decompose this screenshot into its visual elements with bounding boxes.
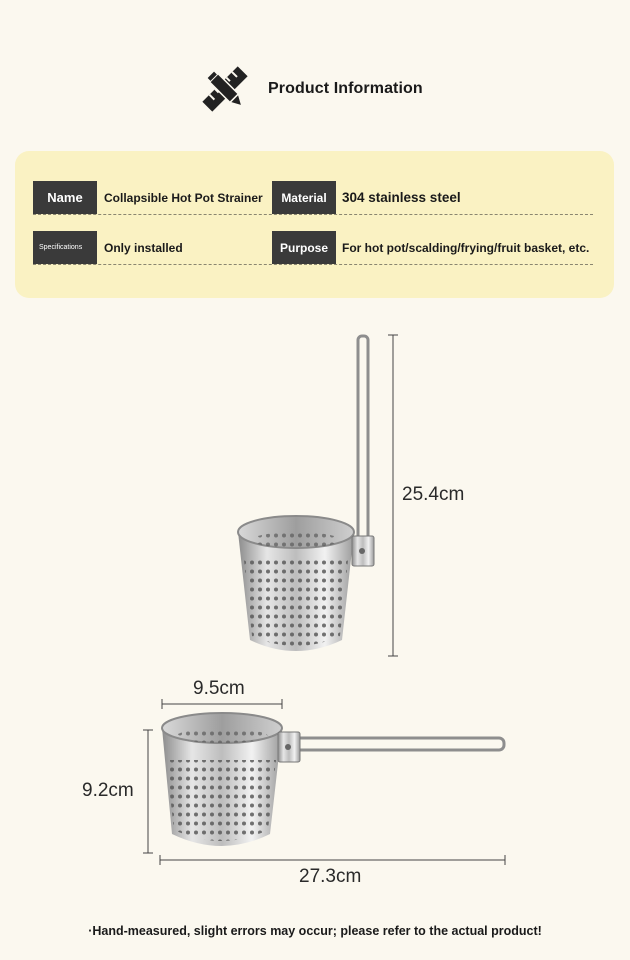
strainer-horizontal-image bbox=[162, 713, 504, 846]
diameter-label: 9.5cm bbox=[193, 678, 245, 699]
purpose-value: For hot pot/scalding/frying/fruit basket, etc. bbox=[342, 240, 590, 255]
section-title: Product Information bbox=[268, 80, 423, 97]
height-upright-label: 25.4cm bbox=[402, 484, 465, 505]
height-basket-label: 9.2cm bbox=[82, 780, 134, 801]
name-label: Name bbox=[33, 181, 97, 214]
specifications-value: Only installed bbox=[104, 240, 183, 255]
total-length-label: 27.3cm bbox=[299, 866, 362, 887]
footnote: ·Hand-measured, slight errors may occur; please refer to the actual product! bbox=[88, 924, 542, 938]
specifications-label: Specifications bbox=[33, 231, 97, 264]
purpose-label: Purpose bbox=[272, 231, 336, 264]
material-label: Material bbox=[272, 181, 336, 214]
strainer-upright-image bbox=[238, 336, 374, 651]
name-value: Collapsible Hot Pot Strainer bbox=[104, 190, 263, 205]
material-value: 304 stainless steel bbox=[342, 190, 461, 205]
